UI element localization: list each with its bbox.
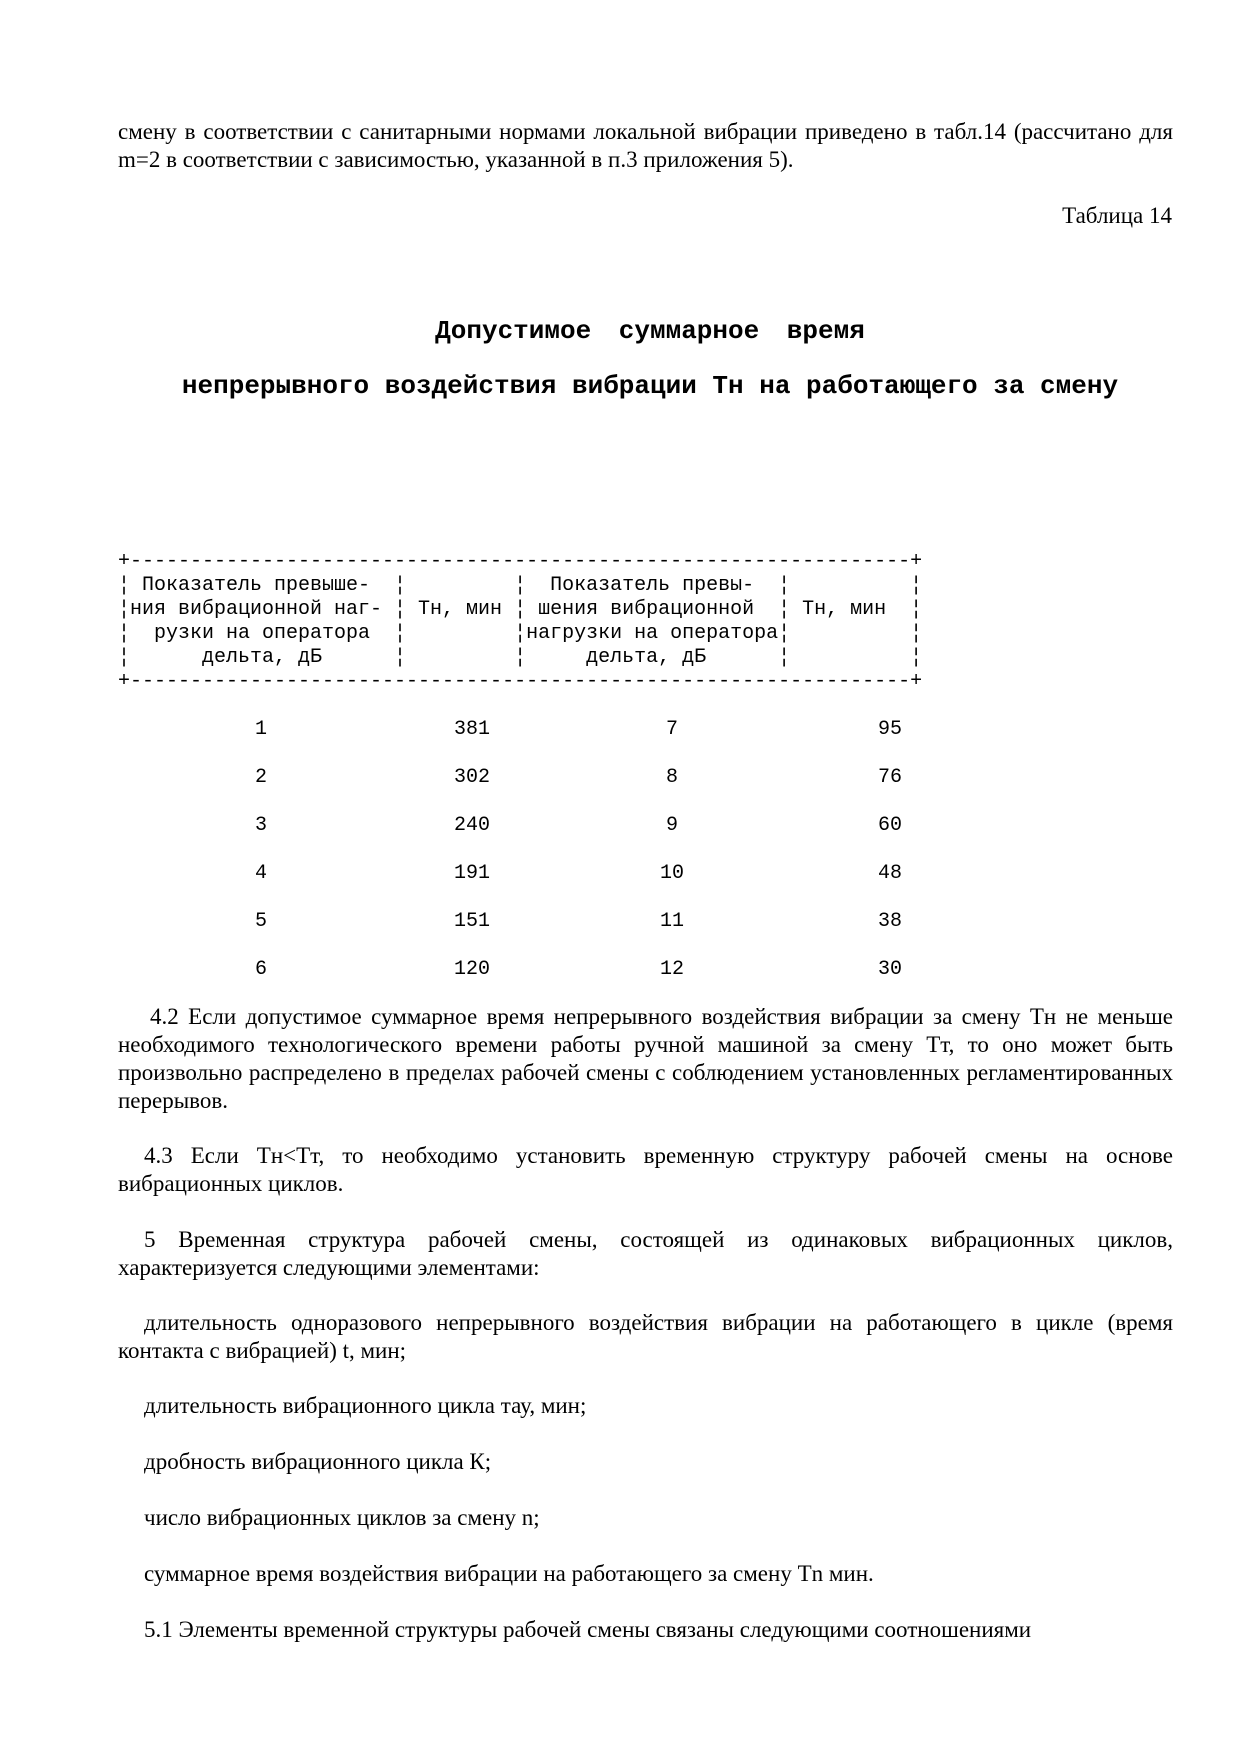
table-cell: 5 xyxy=(254,910,267,933)
table-row xyxy=(0,958,1240,984)
table-cell: 95 xyxy=(877,718,902,741)
table-cell: 38 xyxy=(877,910,902,933)
list-item-contact-time: длительность одноразового непрерывного воздействия вибрации на работающего в цикле (время контакта с вибрацией) t, мин; xyxy=(118,1310,1173,1363)
table-title-line-1: Допустимое суммарное время xyxy=(435,316,865,346)
table-cell: 1 xyxy=(254,718,267,741)
table-cell: 7 xyxy=(665,718,678,741)
table-cell: 381 xyxy=(453,718,490,741)
table-cell: 4 xyxy=(254,862,267,885)
table-cell: 191 xyxy=(453,862,490,885)
table-cell: 8 xyxy=(665,766,678,789)
table-row xyxy=(0,910,1240,936)
paragraph-4-2: 4.2 Если допустимое суммарное время непрерывного воздействия вибрации за смену Тн не меньше необходимого технологического времени работы ручной машиной за смену Тт, то оно может быть произвольно распределено в пределах рабочей смены с соблюдением установленных регламентированных перерывов. xyxy=(118,1004,1173,1113)
table-title-line-2: непрерывного воздействия вибрации Тн на работающего за смену xyxy=(181,371,1119,401)
table-cell: 10 xyxy=(659,862,684,885)
list-item-total-time: суммарное время воздействия вибрации на работающего за смену Тn мин. xyxy=(144,1561,874,1586)
paragraph-5-1: 5.1 Элементы временной структуры рабочей смены связаны следующими соотношениями xyxy=(144,1617,1032,1642)
table-cell: 76 xyxy=(877,766,902,789)
table-cell: 12 xyxy=(659,958,684,981)
table-cell: 2 xyxy=(254,766,267,789)
table-cell: 11 xyxy=(659,910,684,933)
table-cell: 30 xyxy=(877,958,902,981)
paragraph-5: 5 Временная структура рабочей смены, состоящей из одинаковых вибрационных циклов, характеризуется следующими элементами: xyxy=(118,1227,1173,1280)
intro-paragraph: смену в соответствии с санитарными нормами локальной вибрации приведено в табл.14 (рассчитано для m=2 в соответствии с зависимостью, указанной в п.3 приложения 5). xyxy=(118,119,1173,172)
table-cell: 3 xyxy=(254,814,267,837)
table-row xyxy=(0,766,1240,792)
list-item-cycle-count: число вибрационных циклов за смену n; xyxy=(144,1505,540,1530)
table-cell: 48 xyxy=(877,862,902,885)
table-cell: 6 xyxy=(254,958,267,981)
table-row xyxy=(0,718,1240,744)
table-cell: 302 xyxy=(453,766,490,789)
paragraph-4-3: 4.3 Если Тн<Тт, то необходимо установить временную структуру рабочей смены на основе вибрационных циклов. xyxy=(118,1143,1173,1196)
table-caption: Таблица 14 xyxy=(1062,203,1172,228)
table-cell: 240 xyxy=(453,814,490,837)
table-cell: 60 xyxy=(877,814,902,837)
list-item-cycle-fraction: дробность вибрационного цикла К; xyxy=(144,1449,492,1474)
list-item-cycle-duration: длительность вибрационного цикла тау, мин; xyxy=(144,1393,587,1418)
table-cell: 9 xyxy=(665,814,678,837)
table-cell: 120 xyxy=(453,958,490,981)
table-row xyxy=(0,814,1240,840)
table-cell: 151 xyxy=(453,910,490,933)
table-header: +-----------------------------------------------------------------+ ¦ Показатель превыше- ¦ ¦ Показатель превы- ¦ ¦ ¦ния вибрационной наг- ¦ Тн, мин ¦ шения вибрационной ¦ Тн, мин ¦ ¦ рузки на оператора ¦ ¦нагрузки на оператора¦ ¦ ¦ дельта, дБ ¦ ¦ дельта, дБ ¦ ¦ +-----------------------------------------------------------------+ xyxy=(118,550,923,693)
table-row xyxy=(0,862,1240,888)
